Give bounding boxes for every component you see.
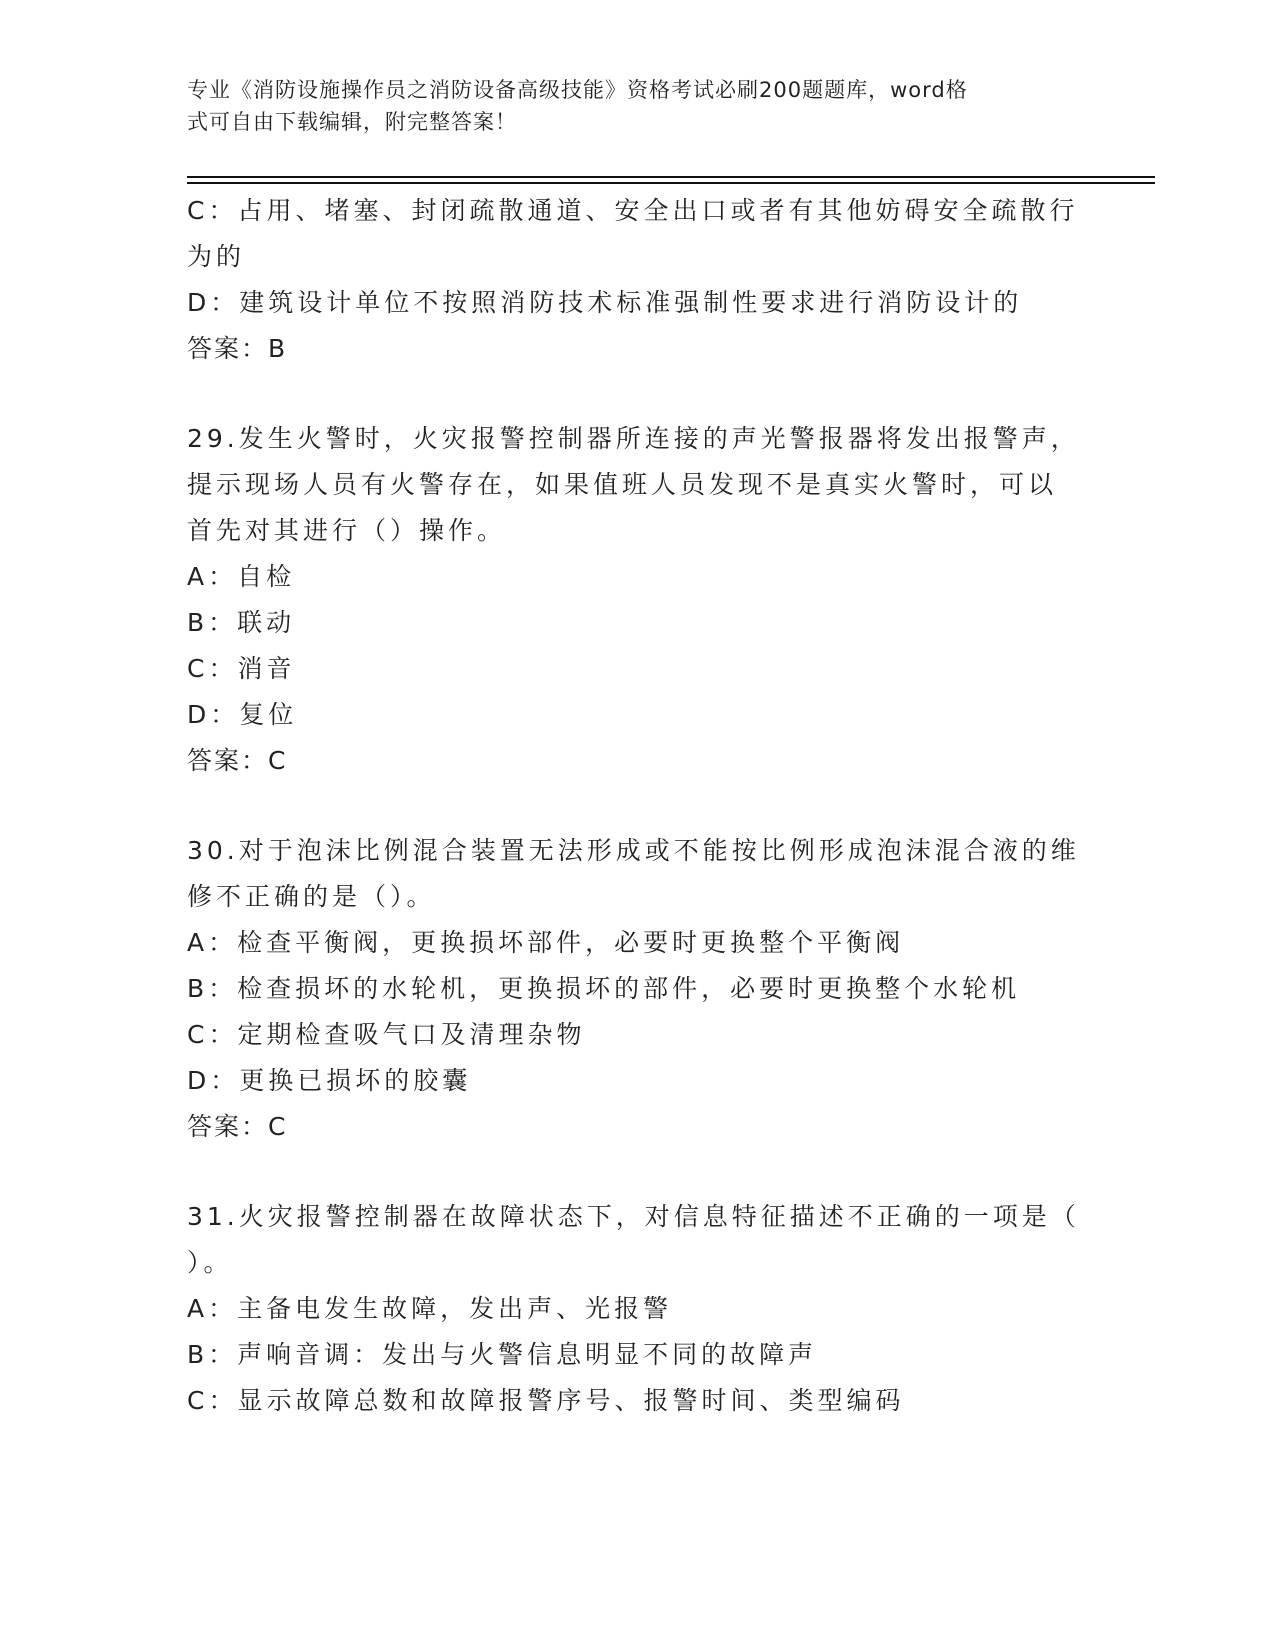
spacer: [187, 1150, 1087, 1194]
question-title-line-2: ）。: [187, 1248, 233, 1277]
header-line-1: 专业《消防设施操作员之消防设备高级技能》资格考试必刷200题题库，word格: [187, 78, 968, 102]
option-d: D：复位: [187, 700, 298, 729]
option-a: A：主备电发生故障，发出声、光报警: [187, 1294, 673, 1323]
option-c: C：显示故障总数和故障报警序号、报警时间、类型编码: [187, 1386, 905, 1415]
spacer: [187, 372, 1087, 416]
spacer: [187, 784, 1087, 828]
option-a: A：自检: [187, 562, 296, 591]
question-title-line-1: 29.发生火警时，火灾报警控制器所连接的声光警报器将发出报警声，: [187, 424, 1080, 453]
answer: 答案：B: [187, 334, 288, 363]
option-d: D：建筑设计单位不按照消防技术标准强制性要求进行消防设计的: [187, 288, 1023, 317]
option-c-line-1: C：占用、堵塞、封闭疏散通道、安全出口或者有其他妨碍安全疏散行: [187, 196, 1079, 225]
header-rule-top: [187, 176, 1155, 178]
option-b: B：声响音调：发出与火警信息明显不同的故障声: [187, 1340, 818, 1369]
option-b: B：联动: [187, 608, 296, 637]
option-d: D：更换已损坏的胶囊: [187, 1066, 472, 1095]
answer: 答案：C: [187, 1112, 288, 1141]
question-title-line-2: 修不正确的是（）。: [187, 882, 436, 911]
option-a: A：检查平衡阀，更换损坏部件，必要时更换整个平衡阀: [187, 928, 905, 957]
question-title-line-3: 首先对其进行（）操作。: [187, 516, 507, 545]
question-block-29: [187, 416, 1087, 784]
question-title-line-1: 30.对于泡沫比例混合装置无法形成或不能按比例形成泡沫混合液的维: [187, 836, 1080, 865]
question-content: [187, 188, 1087, 1424]
page-header: [187, 74, 1067, 138]
question-title-line-2: 提示现场人员有火警存在，如果值班人员发现不是真实火警时，可以: [187, 470, 1058, 499]
answer: 答案：C: [187, 746, 288, 775]
header-line-2: 式可自由下载编辑，附完整答案！: [187, 110, 517, 134]
question-block-28: [187, 188, 1087, 372]
option-c: C：定期检查吸气口及清理杂物: [187, 1020, 586, 1049]
question-block-31: [187, 1194, 1087, 1424]
question-block-30: [187, 828, 1087, 1150]
question-title-line-1: 31.火灾报警控制器在故障状态下，对信息特征描述不正确的一项是（: [187, 1202, 1080, 1231]
option-c: C：消音: [187, 654, 296, 683]
option-b: B：检查损坏的水轮机，更换损坏的部件，必要时更换整个水轮机: [187, 974, 1021, 1003]
option-c-line-2: 为的: [187, 242, 246, 271]
header-rule-bottom: [187, 182, 1155, 184]
